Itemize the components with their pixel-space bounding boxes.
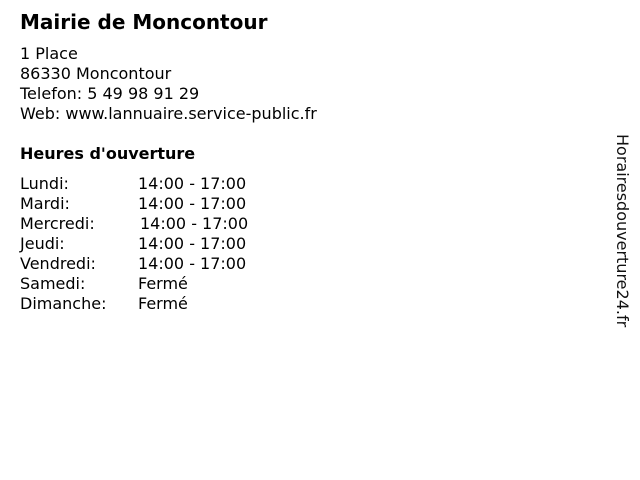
site-brand-vertical: Horairesdouverture24.fr [613,134,632,328]
day-label: Lundi: [20,174,69,193]
website: Web: www.lannuaire.service-public.fr [20,104,317,123]
opening-hours-heading: Heures d'ouverture [20,144,196,163]
hours-row-tuesday [20,194,248,214]
address-street: 1 Place [20,44,78,63]
day-label: Samedi: [20,274,86,293]
time-value: 14:00 - 17:00 [138,194,247,213]
hours-row-saturday [20,274,248,294]
hours-row-wednesday [20,214,248,234]
opening-hours-table [20,174,248,314]
time-value: 14:00 - 17:00 [138,254,247,273]
hours-row-thursday [20,234,248,254]
time-value: 14:00 - 17:00 [140,214,249,233]
day-label: Vendredi: [20,254,96,273]
phone-number: Telefon: 5 49 98 91 29 [20,84,200,103]
time-value: Fermé [138,274,188,293]
time-value: 14:00 - 17:00 [138,174,247,193]
day-label: Mardi: [20,194,70,213]
day-label: Jeudi: [20,234,65,253]
hours-row-sunday [20,294,248,314]
time-value: Fermé [138,294,188,313]
day-label: Mercredi: [20,214,95,233]
day-label: Dimanche: [20,294,107,313]
address-block [20,44,317,124]
page-title: Mairie de Moncontour [20,10,268,34]
time-value: 14:00 - 17:00 [138,234,247,253]
address-city: 86330 Moncontour [20,64,172,83]
hours-row-friday [20,254,248,274]
hours-row-monday [20,174,248,194]
